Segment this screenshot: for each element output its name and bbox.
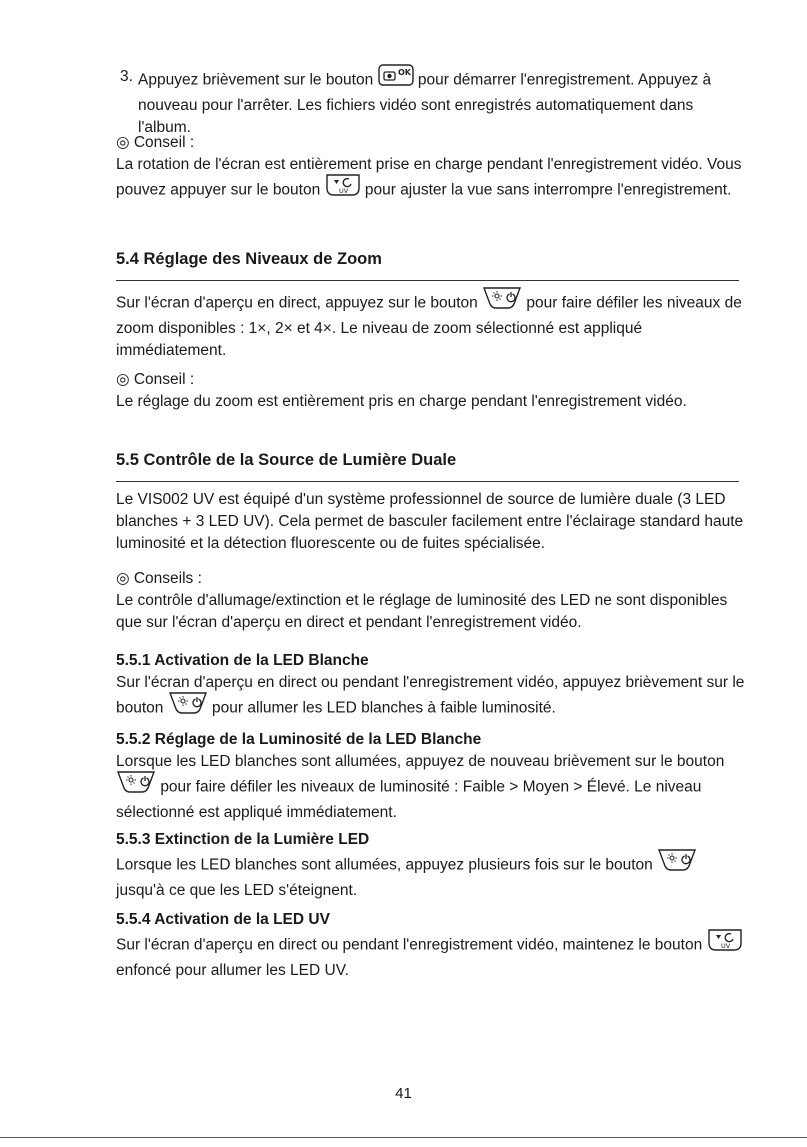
subsection-5-5-3-heading: 5.5.3 Extinction de la Lumière LED: [116, 831, 370, 848]
section-5-4-text: Sur l'écran d'aperçu en direct, appuyez sur le bouton pour faire défiler les niveaux de zoom disponibles : 1×, 2× et 4×. Le niveau de zoom sélectionné est appliqué immédiatement.: [116, 289, 746, 362]
subsection-5-5-4-text: Sur l'écran d'aperçu en direct ou pendant l'enregistrement vidéo, maintenez le bouton UV enfoncé pour allumer les LED UV.: [116, 931, 746, 982]
camera-ok-icon: [378, 64, 414, 93]
subsection-5-5-2-text: Lorsque les LED blanches sont allumées, appuyez de nouveau brièvement sur le bouton pour faire défiler les niveaux de luminosité : Faible > Moyen > Élevé. Le niveau sélectionné est appliqué immédiatement.: [116, 753, 725, 821]
subsection-5-5-3-text: Lorsque les LED blanches sont allumées, appuyez plusieurs fois sur le bouton jusqu'à ce que les LED s'éteignent.: [116, 851, 746, 902]
section-5-4-heading: 5.4 Réglage des Niveaux de Zoom: [116, 250, 382, 268]
light-power-icon: [168, 692, 208, 721]
light-power-icon: [482, 287, 522, 316]
subsection-5-5-1-heading: 5.5.1 Activation de la LED Blanche: [116, 652, 369, 669]
svg-text:UV: UV: [338, 187, 348, 195]
section-5-5-intro: Le VIS002 UV est équipé d'un système professionnel de source de lumière duale (3 LED blanches + 3 LED UV). Cela permet de basculer facilement entre l'éclairage standard haute luminosité et la détection fluorescente ou de fuites spécialisée.: [116, 491, 744, 552]
step-number: 3.: [120, 68, 133, 85]
subsection-5-5-4-heading: 5.5.4 Activation de la LED UV: [116, 911, 330, 928]
tip-text: Le réglage du zoom est entièrement pris en charge pendant l'enregistrement vidéo.: [116, 393, 687, 410]
svg-text:OK: OK: [397, 68, 411, 77]
section-divider: [116, 481, 739, 482]
step-3: [116, 66, 746, 139]
rotate-uv-icon: [707, 929, 743, 958]
subsection-5-5-1-text: Sur l'écran d'aperçu en direct ou pendant l'enregistrement vidéo, appuyez brièvement sur le bouton pour allumer les LED blanches à faible luminosité.: [116, 672, 746, 723]
tip-text: Le contrôle d'allumage/extinction et le réglage de luminosité des LED ne sont disponibles que sur l'écran d'aperçu en direct et pendant l'enregistrement vidéo.: [116, 592, 728, 631]
light-power-icon: [657, 849, 697, 878]
footer-divider: [0, 1137, 807, 1138]
subsection-5-5-2-heading: 5.5.2 Réglage de la Luminosité de la LED Blanche: [116, 731, 482, 748]
tip-title: ◎ Conseil :: [116, 371, 195, 388]
section-5-5-heading: 5.5 Contrôle de la Source de Lumière Duale: [116, 451, 457, 469]
tip-title: ◎ Conseil :: [116, 134, 195, 151]
rotate-uv-icon: [325, 174, 361, 203]
section-divider: [116, 280, 739, 281]
svg-text:UV: UV: [720, 942, 730, 950]
step-3-text: Appuyez brièvement sur le bouton OK pour démarrer l'enregistrement. Appuyez à nouveau pour l'arrêter. Les fichiers vidéo sont enregistrés automatiquement dans l'album.: [138, 66, 746, 139]
page-number: 41: [395, 1085, 412, 1102]
tip-text: La rotation de l'écran est entièrement prise en charge pendant l'enregistrement vidéo. Vous pouvez appuyer sur le bouton UV pour ajuster la vue sans interrompre l'enregistrement.: [116, 154, 746, 205]
light-power-icon: [116, 771, 156, 800]
tip-title: ◎ Conseils :: [116, 570, 202, 587]
